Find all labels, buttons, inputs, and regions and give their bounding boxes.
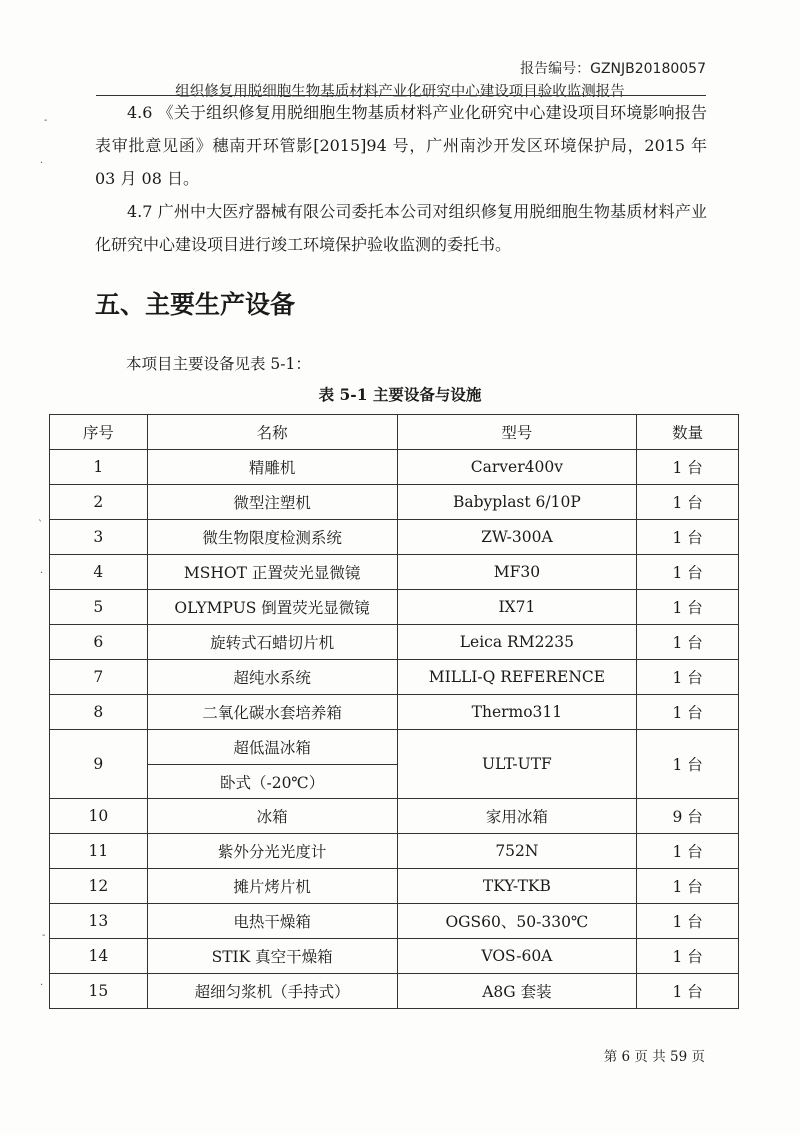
cell-no: 1 <box>50 450 148 485</box>
equipment-table <box>49 414 739 1009</box>
table-row <box>50 904 739 939</box>
cell-name: 紫外分光光度计 <box>147 834 397 869</box>
cell-model: 家用冰箱 <box>397 799 637 834</box>
cell-name: 冰箱 <box>147 799 397 834</box>
cell-name: 超纯水系统 <box>147 660 397 695</box>
header-qty: 数量 <box>637 415 739 450</box>
cell-no: 10 <box>50 799 148 834</box>
header-model: 型号 <box>397 415 637 450</box>
section-intro: 本项目主要设备见表 5-1： <box>126 355 311 373</box>
header-name: 名称 <box>147 415 397 450</box>
cell-model: ULT-UTF <box>397 730 637 799</box>
table-caption: 表 5-1 主要设备与设施 <box>318 385 482 404</box>
header-no: 序号 <box>50 415 148 450</box>
cell-no: 8 <box>50 695 148 730</box>
table-header-row <box>50 415 739 450</box>
cell-name-sub: 卧式（-20℃） <box>147 765 397 799</box>
table-row <box>50 520 739 555</box>
cell-no: 11 <box>50 834 148 869</box>
table-row <box>50 450 739 485</box>
cell-qty: 1 台 <box>637 625 739 660</box>
scan-speck: · <box>40 158 44 169</box>
table-row <box>50 834 739 869</box>
table-row <box>50 799 739 834</box>
report-header-title: 组织修复用脱细胞生物基质材料产业化研究中心建设项目验收监测报告 <box>175 84 625 100</box>
cell-model: Babyplast 6/10P <box>397 485 637 520</box>
paragraph-4-7: 4.7 广州中大医疗器械有限公司委托本公司对组织修复用脱细胞生物基质材料产业化研究中心建设项目进行竣工环境保护验收监测的委托书。 <box>95 202 707 254</box>
cell-model: VOS-60A <box>397 939 637 974</box>
cell-no: 4 <box>50 555 148 590</box>
cell-no: 13 <box>50 904 148 939</box>
table-row <box>50 660 739 695</box>
cell-model: TKY-TKB <box>397 869 637 904</box>
cell-model: MF30 <box>397 555 637 590</box>
cell-qty: 1 台 <box>637 834 739 869</box>
cell-no: 6 <box>50 625 148 660</box>
table-row <box>50 695 739 730</box>
table-row <box>50 939 739 974</box>
cell-qty: 1 台 <box>637 555 739 590</box>
cell-name: 精雕机 <box>147 450 397 485</box>
cell-name: STIK 真空干燥箱 <box>147 939 397 974</box>
cell-name: OLYMPUS 倒置荧光显微镜 <box>147 590 397 625</box>
cell-no: 15 <box>50 974 148 1009</box>
table-row <box>50 974 739 1009</box>
scan-speck: · <box>40 568 44 579</box>
cell-model: OGS60、50-330℃ <box>397 904 637 939</box>
table-row <box>50 590 739 625</box>
paragraph-4-6: 4.6 《关于组织修复用脱细胞生物基质材料产业化研究中心建设项目环境影响报告表审批意见函》穗南开环管影[2015]94 号，广州南沙开发区环境保护局，2015 年 03 月 08 日。 <box>95 103 707 188</box>
cell-qty: 1 台 <box>637 660 739 695</box>
cell-model: IX71 <box>397 590 637 625</box>
cell-qty: 1 台 <box>637 695 739 730</box>
table-row <box>50 730 739 765</box>
cell-qty: 1 台 <box>637 974 739 1009</box>
cell-model: Leica RM2235 <box>397 625 637 660</box>
cell-qty: 1 台 <box>637 869 739 904</box>
page-number: 第 6 页 共 59 页 <box>603 1049 705 1065</box>
cell-no: 3 <box>50 520 148 555</box>
cell-name: 微型注塑机 <box>147 485 397 520</box>
cell-name: 电热干燥箱 <box>147 904 397 939</box>
cell-name: 二氧化碳水套培养箱 <box>147 695 397 730</box>
cell-model: Carver400v <box>397 450 637 485</box>
table-row <box>50 485 739 520</box>
cell-model: Thermo311 <box>397 695 637 730</box>
cell-no: 2 <box>50 485 148 520</box>
cell-no: 14 <box>50 939 148 974</box>
cell-model: 752N <box>397 834 637 869</box>
cell-name: 旋转式石蜡切片机 <box>147 625 397 660</box>
cell-qty: 1 台 <box>637 939 739 974</box>
cell-name: 超细匀浆机（手持式） <box>147 974 397 1009</box>
cell-qty: 1 台 <box>637 485 739 520</box>
cell-model: ZW-300A <box>397 520 637 555</box>
section-title: 五、主要生产设备 <box>95 290 296 319</box>
cell-qty: 1 台 <box>637 520 739 555</box>
report-number: 报告编号：GZNJB20180057 <box>520 61 706 77</box>
cell-qty: 9 台 <box>637 799 739 834</box>
scan-speck: - <box>42 930 46 941</box>
scan-speck: - <box>44 115 48 126</box>
cell-qty: 1 台 <box>637 730 739 799</box>
cell-model: A8G 套装 <box>397 974 637 1009</box>
cell-name: 超低温冰箱 <box>147 730 397 765</box>
cell-no: 12 <box>50 869 148 904</box>
table-row <box>50 625 739 660</box>
cell-qty: 1 台 <box>637 590 739 625</box>
scan-speck: · <box>40 980 44 991</box>
cell-qty: 1 台 <box>637 904 739 939</box>
table-row <box>50 555 739 590</box>
table-row <box>50 869 739 904</box>
cell-no: 7 <box>50 660 148 695</box>
cell-qty: 1 台 <box>637 450 739 485</box>
cell-no: 5 <box>50 590 148 625</box>
cell-name: MSHOT 正置荧光显微镜 <box>147 555 397 590</box>
cell-no: 9 <box>50 730 148 799</box>
scan-speck: ` <box>38 520 43 531</box>
cell-model: MILLI-Q REFERENCE <box>397 660 637 695</box>
cell-name: 摊片烤片机 <box>147 869 397 904</box>
cell-name: 微生物限度检测系统 <box>147 520 397 555</box>
